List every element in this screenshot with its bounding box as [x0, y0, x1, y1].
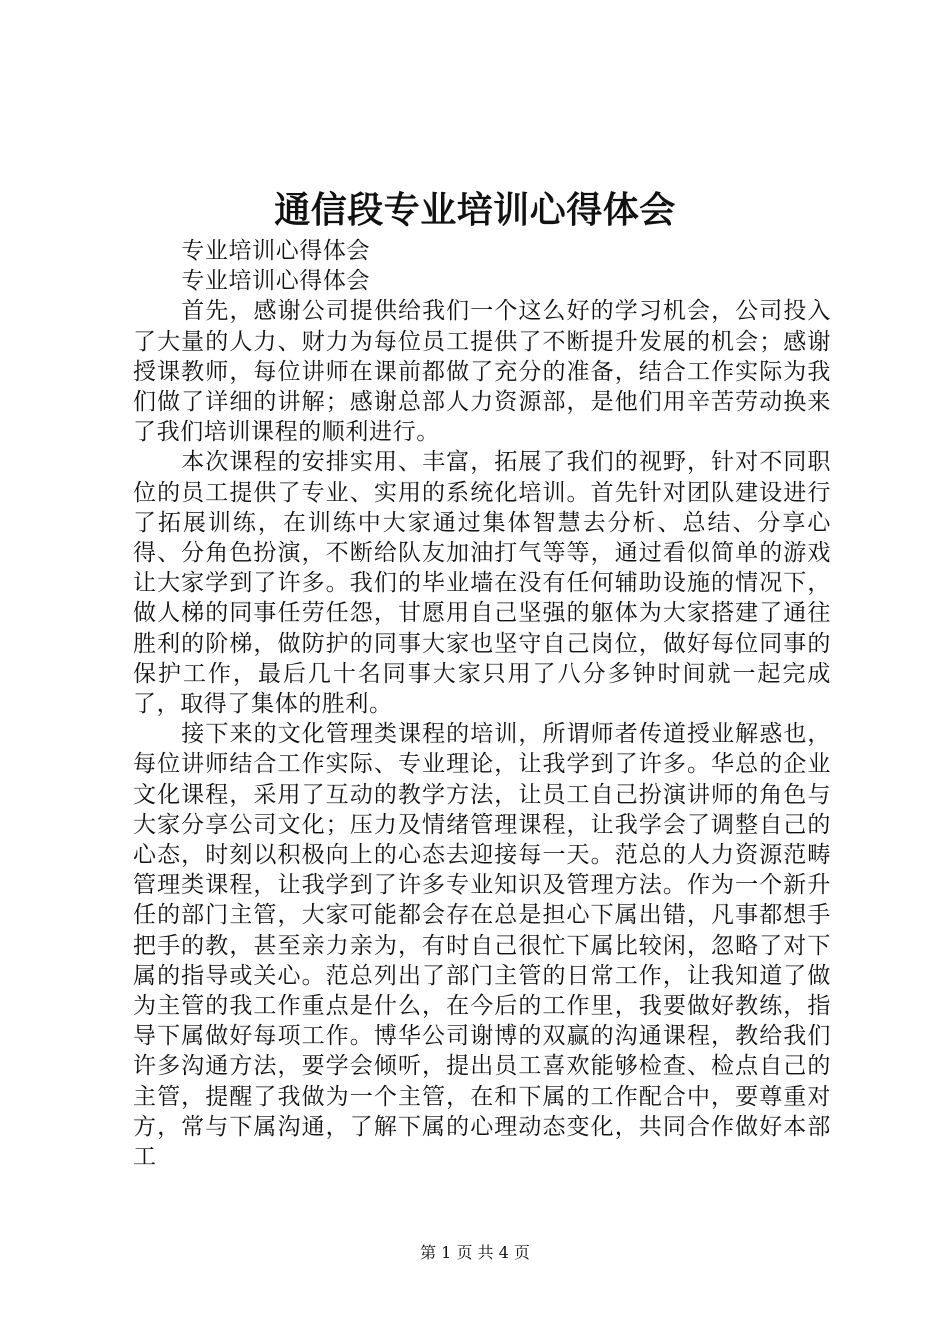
subtitle-line: 专业培训心得体会: [181, 238, 371, 264]
body-paragraph: 接下来的文化管理类课程的培训，所谓师者传道授业解惑也，每位讲师结合工作实际、专业理论，让我学到了许多。华总的企业文化课程，采用了互动的教学方法，让员工自己扮演讲师的角色与大家分享公司文化；压力及情绪管理课程，让我学会了调整自己的心态，时刻以积极向上的心态去迎接每一天。范总的人力资源范畴管理类课程，让我学到了许多专业知识及管理方法。作为一个新升任的部门主管，大家可能都会存在总是担心下属出错，凡事都想手把手的教，甚至亲力亲为，有时自己很忙下属比较闲，忽略了对下属的指导或关心。范总列出了部门主管的日常工作，让我知道了做为主管的我工作重点是什么，在今后的工作里，我要做好教练，指导下属做好每项工作。博华公司谢博的双赢的沟通课程，教给我们许多沟通方法，要学会倾听，提出员工喜欢能够检查、检点自己的主管，提醒了我做为一个主管，在和下属的工作配合中，要尊重对方，常与下属沟通，了解下属的心理动态变化，共同合作做好本部工: [133, 721, 831, 1171]
document-body: [133, 236, 831, 1172]
body-paragraph: 首先，感谢公司提供给我们一个这么好的学习机会，公司投入了大量的人力、财力为每位员工提供了不断提升发展的机会；感谢授课教师，每位讲师在课前都做了充分的准备，结合工作实际为我们做了详细的讲解；感谢总部人力资源部，是他们用辛苦劳动换来了我们培训课程的顺利进行。: [133, 298, 831, 446]
body-paragraph: 本次课程的安排实用、丰富，拓展了我们的视野，针对不同职位的员工提供了专业、实用的系统化培训。首先针对团队建设进行了拓展训练，在训练中大家通过集体智慧去分析、总结、分享心得、分角色扮演，不断给队友加油打气等等，通过看似简单的游戏让大家学到了许多。我们的毕业墙在没有任何辅助设施的情况下，做人梯的同事任劳任怨，甘愿用自己坚强的躯体为大家搭建了通往胜利的阶梯，做防护的同事大家也坚守自己岗位，做好每位同事的保护工作，最后几十名同事大家只用了八分多钟时间就一起完成了，取得了集体的胜利。: [133, 449, 831, 718]
page-number-footer: 第 1 页 共 4 页: [420, 1243, 530, 1262]
document-title: 通信段专业培训心得体会: [274, 189, 676, 231]
subtitle-line: 专业培训心得体会: [181, 268, 371, 295]
